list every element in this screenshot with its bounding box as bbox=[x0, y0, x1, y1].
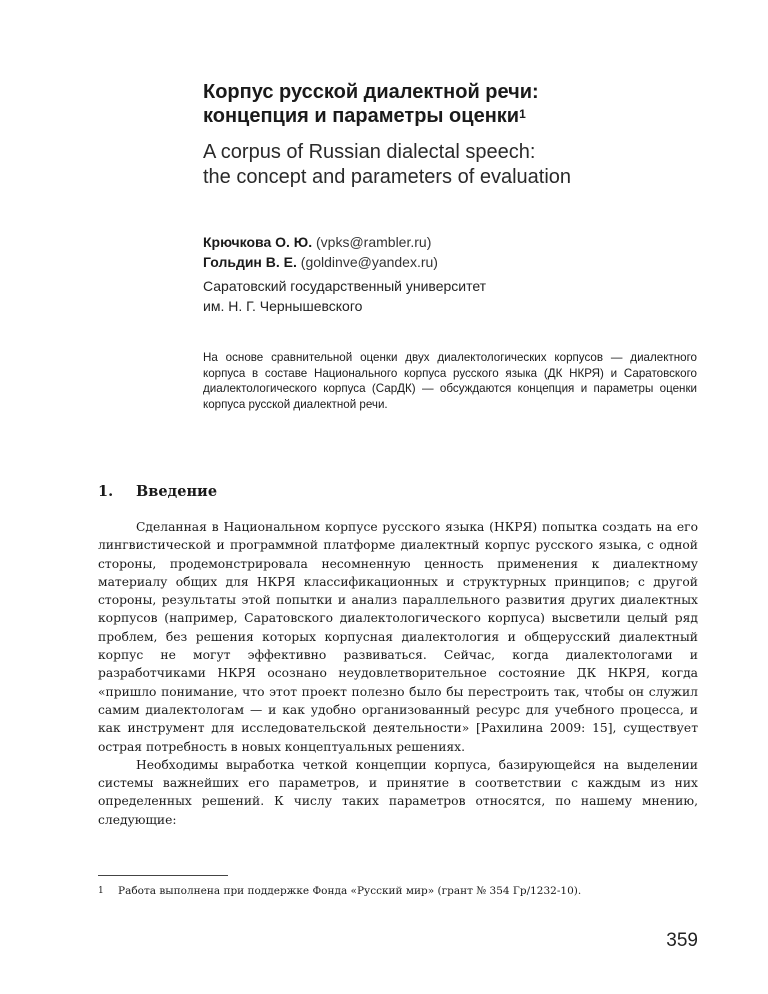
page-number: 359 bbox=[666, 930, 698, 951]
author-email[interactable]: (goldinve@yandex.ru) bbox=[300, 254, 438, 270]
footnote-text: Работа выполнена при поддержке Фонда «Русский мир» (грант № 354 Гр/1232-10). bbox=[118, 885, 582, 897]
author-entry bbox=[203, 252, 723, 272]
author-list bbox=[203, 232, 723, 272]
footnote bbox=[98, 884, 698, 898]
title-ru-line1: Корпус русской диалектной речи: bbox=[203, 81, 539, 103]
affiliation-line2: им. Н. Г. Чернышевского bbox=[203, 298, 363, 314]
author-name: Гольдин В. Е. bbox=[203, 254, 297, 270]
body-text bbox=[98, 518, 698, 829]
footnote-divider bbox=[98, 875, 228, 876]
article-title-en bbox=[203, 140, 723, 190]
title-footnote-ref[interactable]: 1 bbox=[519, 107, 526, 121]
footnote-mark: 1 bbox=[98, 886, 104, 896]
author-name: Крючкова О. Ю. bbox=[203, 234, 313, 250]
section-title: Введение bbox=[136, 483, 218, 500]
author-email[interactable]: (vpks@rambler.ru) bbox=[316, 234, 432, 250]
title-en-line2: the concept and parameters of evaluation bbox=[203, 166, 572, 188]
title-ru-line2: концепция и параметры оценки bbox=[203, 105, 520, 127]
affiliation-line1: Саратовский государственный университет bbox=[203, 278, 487, 294]
abstract: На основе сравнительной оценки двух диалектологических корпусов — диалектного корпуса в составе Национального корпуса русского языка (ДК НКРЯ) и Саратовского диалектологического корпуса (СарДК) — обсуждаются концепция и параметры оценки корпуса русской диалектной речи. bbox=[203, 351, 697, 411]
affiliation bbox=[203, 276, 723, 316]
section-number: 1. bbox=[98, 483, 114, 500]
paragraph: Сделанная в Национальном корпусе русского языка (НКРЯ) попытка создать на его лингвистической и программной платформе диалектный корпус русского языка, с одной стороны, продемонстрировала несомненную ценность применения к диалектному материалу общих для НКРЯ классификационных и структурных принципов; с другой стороны, результаты этой попытки и анализ параллельного развития других диалектных корпусов (например, Саратовского диалектологического корпуса) высветили целый ряд проблем, без решения которых корпусная диалектология и общерусский диалектный корпус не могут эффективно развиваться. Сейчас, когда диалектологами и разработчиками НКРЯ осознано неудовлетворительное состояние ДК НКРЯ, когда «пришло понимание, что этот проект полезно было бы перестроить так, чтобы он служил самим диалектологам — и как удобно организованный ресурс для учебного процесса, и как инструмент для исследовательской деятельности» [Рахилина 2009: 15], существует острая потребность в новых концептуальных решениях. bbox=[98, 520, 698, 754]
paragraph: Необходимы выработка четкой концепции корпуса, базирующейся на выделении системы важнейших его параметров, и принятие в соответствии с каждым из них определенных решений. К числу таких параметров относятся, по нашему мнению, следующие: bbox=[98, 757, 698, 827]
article-title-ru bbox=[203, 80, 703, 128]
section-heading bbox=[98, 482, 698, 502]
author-entry bbox=[203, 232, 723, 252]
title-en-line1: A corpus of Russian dialectal speech: bbox=[203, 141, 536, 163]
